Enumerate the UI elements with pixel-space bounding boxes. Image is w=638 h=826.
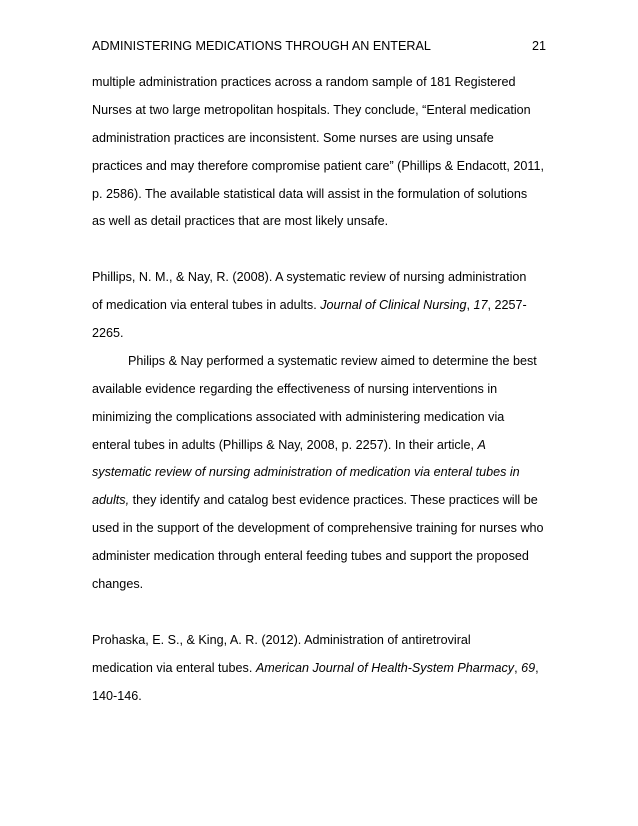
annotation-line: available evidence regarding the effectiveness of nursing interventions in bbox=[92, 381, 498, 396]
article-title: A bbox=[477, 437, 486, 452]
journal-volume: 17 bbox=[473, 298, 488, 313]
reference-line: Phillips, N. M., & Nay, R. (2008). A systematic review of nursing administration bbox=[92, 270, 527, 285]
text-line: practices and may therefore compromise patient care” (Phillips & Endacott, 2011, bbox=[92, 158, 544, 173]
reference-line bbox=[92, 658, 552, 686]
text-line: administration practices are inconsistent. Some nurses are using unsafe bbox=[92, 130, 494, 145]
body-text bbox=[92, 72, 552, 713]
reference-line: 2265. bbox=[92, 326, 124, 341]
running-header bbox=[92, 36, 546, 56]
annotation-text: enteral tubes in adults (Phillips & Nay, 2008, p. 2257). In their article, bbox=[92, 437, 478, 452]
blank-line bbox=[92, 602, 552, 630]
journal-title: American Journal of Health-System Pharmacy bbox=[255, 660, 515, 675]
annotation-line: minimizing the complications associated with administering medication via bbox=[92, 409, 505, 424]
blank-line bbox=[92, 239, 552, 267]
paragraph-continuation bbox=[92, 72, 552, 239]
annotation-line bbox=[92, 435, 552, 463]
annotation-line: used in the support of the development of comprehensive training for nurses who bbox=[92, 521, 544, 536]
annotation-line: administer medication through enteral feeding tubes and support the proposed bbox=[92, 549, 529, 564]
reference-text: of medication via enteral tubes in adults. bbox=[92, 298, 321, 313]
annotation-line: changes. bbox=[92, 577, 144, 592]
annotation-phillips bbox=[92, 351, 552, 602]
running-head-title: ADMINISTERING MEDICATIONS THROUGH AN ENTERAL bbox=[92, 39, 431, 53]
text-line: p. 2586). The available statistical data will assist in the formulation of solutions bbox=[92, 186, 528, 201]
reference-line: Prohaska, E. S., & King, A. R. (2012). Administration of antiretroviral bbox=[92, 632, 471, 647]
article-title-line: systematic review of nursing administration of medication via enteral tubes in bbox=[92, 465, 520, 480]
reference-separator: , bbox=[466, 298, 474, 313]
journal-volume: 69 bbox=[521, 660, 536, 675]
annotation-line: Philips & Nay performed a systematic review aimed to determine the best bbox=[128, 353, 537, 368]
reference-separator: , bbox=[514, 660, 522, 675]
reference-line: 140-146. bbox=[92, 688, 142, 703]
reference-entry-phillips bbox=[92, 267, 552, 351]
reference-separator: , bbox=[535, 660, 539, 675]
reference-entry-prohaska bbox=[92, 630, 552, 714]
reference-text: medication via enteral tubes. bbox=[92, 660, 256, 675]
annotation-line bbox=[92, 490, 552, 518]
reference-pages: , 2257- bbox=[487, 298, 527, 313]
text-line: Nurses at two large metropolitan hospitals. They conclude, “Enteral medication bbox=[92, 102, 531, 117]
article-title: adults, bbox=[92, 493, 130, 508]
journal-title: Journal of Clinical Nursing bbox=[320, 298, 467, 313]
text-line: as well as detail practices that are most likely unsafe. bbox=[92, 214, 389, 229]
reference-line bbox=[92, 295, 552, 323]
text-line: multiple administration practices across a random sample of 181 Registered bbox=[92, 75, 516, 89]
annotation-text: they identify and catalog best evidence practices. These practices will be bbox=[129, 493, 538, 508]
page-number: 21 bbox=[531, 39, 546, 53]
